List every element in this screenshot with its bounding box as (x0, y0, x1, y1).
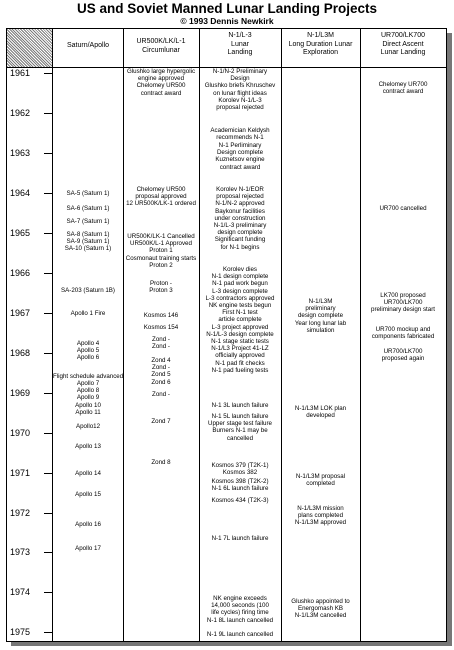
event-line: Design (230, 75, 250, 83)
page-title: US and Soviet Manned Lunar Landing Projects (76, 1, 378, 16)
event-line: N-1 8L launch cancelled (206, 616, 274, 624)
event-line: Zond 4 (151, 357, 171, 364)
header-line: Lunar Landing (380, 49, 426, 56)
year-label: 1969 (10, 388, 31, 398)
event-entry (281, 598, 360, 620)
event-line: article complete (218, 316, 262, 324)
year-tick (44, 273, 52, 274)
event-entry (199, 186, 281, 222)
year-tick (44, 552, 52, 553)
event-line: Significant funding (214, 236, 266, 244)
event-line: Flight schedule advanced (53, 373, 124, 380)
event-line: contract award (219, 163, 261, 171)
header-line: Landing (227, 49, 253, 56)
header-line: N-1/L3M (307, 32, 334, 39)
event-line: Chelomey UR500 (136, 82, 186, 90)
event-entry (360, 81, 446, 95)
event-line: Zond 7 (151, 418, 171, 425)
event-line: Zond - (152, 343, 170, 351)
event-line: Apollo 13 (75, 443, 101, 450)
event-line: Burners N-1 may be (212, 427, 268, 435)
event-line: proposal rejected (216, 104, 264, 112)
copyright-notice: © 1993 Dennis Newkirk (180, 16, 274, 26)
event-line: Apollo12 (75, 423, 101, 430)
year-label: 1965 (10, 228, 31, 238)
event-line: Chelomey UR700 (378, 81, 428, 88)
corner-hatch-pattern (7, 29, 52, 67)
event-line: L-3 contractors approved (205, 294, 275, 302)
event-entry (360, 292, 446, 314)
event-line: N-1 9L launch cancelled (206, 631, 274, 638)
event-line: Kosmos 146 (143, 312, 179, 319)
event-entry (199, 535, 281, 542)
event-entry (53, 380, 123, 416)
event-line: Zond 5 (151, 371, 171, 379)
event-line: N-1/L-3 design complete (206, 330, 274, 338)
event-line: Kosmos 398 (T2K-2) (211, 478, 269, 485)
year-label: 1963 (10, 148, 31, 158)
event-entry (199, 68, 281, 111)
event-line: N-1 pad fueling tests (211, 366, 269, 374)
event-line: components fabricated (371, 333, 435, 341)
event-line: N-1 pad work begun (212, 280, 268, 288)
event-line: N-1/N-2 approved (215, 200, 265, 208)
event-line: Apollo 5 (76, 347, 100, 355)
event-line: Proton 3 (149, 287, 173, 295)
event-line: N-1/N-2 Preliminary (212, 68, 268, 75)
event-entry (281, 505, 360, 527)
event-line: Zond 8 (151, 459, 171, 466)
event-line: Apollo 9 (76, 394, 100, 402)
event-line: SA-7 (Saturn 1) (66, 218, 110, 225)
event-line: Kosmos 382 (222, 469, 258, 477)
year-tick (44, 233, 52, 234)
event-line: Baykonur facilities (215, 207, 265, 215)
event-line: Cosmonaut training starts (125, 254, 197, 262)
event-line: N-1/L3M cancelled (294, 612, 347, 620)
header-n1-l3m (281, 32, 360, 58)
event-entry (281, 298, 360, 334)
event-line: UR700/LK700 (383, 299, 423, 307)
event-line: SA-9 (Saturn 1) (66, 238, 110, 246)
event-line: NK engine exceeds (213, 595, 267, 602)
event-line: Apollo 6 (76, 354, 100, 362)
year-label: 1970 (10, 428, 31, 438)
event-line: preliminary design start (371, 306, 435, 314)
event-line: 14,000 seconds (100 (211, 602, 269, 610)
event-line: SA-203 (Saturn 1B) (61, 287, 115, 294)
event-line: Kosmos 154 (143, 324, 179, 331)
event-entry (53, 205, 123, 212)
event-line: N-1 3L launch failure (211, 402, 269, 409)
event-line: Academician Keldysh (210, 127, 270, 134)
year-label: 1968 (10, 348, 31, 358)
event-line: Chelomey UR500 (136, 186, 186, 193)
event-line: proposed again (381, 355, 425, 363)
event-line: life cycles) firing time (211, 609, 269, 617)
event-line: N-1/L3M (308, 298, 333, 305)
event-entry (123, 418, 199, 425)
event-line: Apollo 8 (76, 387, 100, 395)
event-entry (123, 280, 199, 294)
header-saturn-apollo (53, 42, 123, 51)
event-line: Apollo 17 (75, 545, 101, 552)
year-tick (44, 193, 52, 194)
year-tick (44, 393, 52, 394)
year-label: 1964 (10, 188, 31, 198)
event-entry (53, 340, 123, 362)
event-line: Kosmos 379 (T2K-1) (211, 462, 269, 469)
event-entry (281, 405, 360, 419)
event-entry (53, 491, 123, 498)
event-entry (53, 545, 123, 552)
event-line: cancelled (226, 434, 254, 442)
year-tick (44, 592, 52, 593)
event-line: UR700/LK700 (383, 348, 423, 355)
event-line: for N-1 begins (220, 243, 260, 251)
year-tick (44, 473, 52, 474)
event-entry (53, 423, 123, 430)
event-entry (199, 497, 281, 504)
event-line: design complete (297, 312, 344, 320)
event-line: UR700 cancelled (379, 205, 427, 212)
year-label: 1971 (10, 468, 31, 478)
event-entry (199, 478, 281, 492)
event-line: N-1 pad fit checks (215, 359, 265, 367)
event-line: preliminary (305, 305, 336, 313)
event-line: completed (306, 480, 335, 488)
year-tick (44, 433, 52, 434)
event-line: Korolev dies (222, 266, 258, 273)
event-entry (360, 348, 446, 362)
event-entry (53, 218, 123, 225)
header-line: Lunar (231, 40, 249, 48)
year-tick (44, 73, 52, 74)
event-line: Proton 1 (149, 247, 173, 255)
event-line: SA-6 (Saturn 1) (66, 205, 110, 212)
event-line: N-1 7L launch failure (211, 535, 269, 542)
event-line: Apollo 10 (75, 401, 101, 409)
event-entry (53, 190, 123, 197)
event-entry (360, 326, 446, 340)
event-line: N-1 5L launch failure (211, 413, 269, 420)
event-line: LK700 proposed (380, 292, 426, 299)
year-tick (44, 513, 52, 514)
event-line: Proton 2 (149, 261, 173, 269)
header-line: N-1/L-3 (228, 32, 252, 39)
event-entry (53, 231, 123, 253)
event-line: Apollo 11 (75, 408, 101, 416)
year-tick (44, 113, 52, 114)
event-entry (199, 127, 281, 141)
event-entry (199, 222, 281, 251)
event-entry (199, 631, 281, 638)
event-line: on lunar flight ideas (213, 89, 267, 97)
frame-shadow-right (447, 33, 452, 642)
event-entry (123, 324, 199, 331)
event-line: under construction (214, 214, 266, 222)
event-line: N-1/L3M mission (297, 505, 344, 512)
year-label: 1975 (10, 627, 31, 637)
year-tick (44, 632, 52, 633)
event-line: Zond - (152, 336, 170, 343)
event-entry (53, 287, 123, 294)
event-line: Zond 6 (151, 378, 171, 386)
event-line: Apollo 14 (75, 470, 101, 477)
event-line: Energomash KB (297, 605, 344, 613)
year-label: 1962 (10, 108, 31, 118)
header-n1-l3 (199, 32, 281, 58)
header-ur500k-lk-l1 (123, 38, 199, 55)
year-label: 1966 (10, 268, 31, 278)
event-entry (123, 68, 199, 97)
event-line: plans completed (297, 512, 344, 520)
event-line: N-1/L3M proposal (295, 473, 346, 480)
event-line: Design complete (216, 149, 264, 157)
event-line: L-3 design complete (212, 287, 268, 295)
year-label: 1972 (10, 508, 31, 518)
event-line: UR500K/LK-1 Cancelled (127, 233, 195, 240)
event-entry (281, 473, 360, 487)
event-entry (123, 459, 199, 466)
year-tick (44, 313, 52, 314)
event-line: L-3 project approved (211, 323, 269, 331)
event-line: contract award (140, 89, 182, 97)
event-line: Apollo 4 (76, 340, 100, 347)
event-line: N-1 design complete (211, 273, 269, 281)
event-entry (123, 391, 199, 398)
event-line: Korolev N-1/L-3 (218, 96, 262, 104)
event-line: N-1 Perliminary (218, 142, 262, 149)
event-line: N-1/L3 Project 41-LZ (211, 345, 269, 353)
event-line: Proton - (149, 280, 172, 287)
event-entry (123, 233, 199, 269)
event-line: Korolev N-1/EOR (216, 186, 264, 193)
event-line: developed (306, 412, 335, 420)
event-line: officially approved (215, 352, 265, 360)
event-line: SA-8 (Saturn 1) (66, 231, 110, 238)
event-line: NK engine tests begun (208, 302, 272, 310)
event-line: Upper stage test failure (208, 420, 272, 428)
event-line: Glushko briefs Khruschev (204, 82, 276, 90)
event-entry (53, 470, 123, 477)
event-line: recommends N-1 (216, 134, 264, 142)
year-tick (44, 153, 52, 154)
event-line: Glushko large hypergolic (126, 68, 196, 75)
event-entry (53, 521, 123, 528)
header-ur700-lk700 (360, 32, 446, 58)
event-line: Kosmos 434 (T2K-3) (211, 497, 269, 504)
event-line: Apollo 7 (76, 380, 100, 387)
event-line: engine approved (137, 75, 185, 83)
event-line: Glushko appointed to (291, 598, 350, 605)
event-line: First N-1 test (222, 309, 258, 317)
event-line: simulation (306, 326, 335, 334)
year-label: 1961 (10, 68, 31, 78)
year-label: 1973 (10, 547, 31, 557)
event-entry (199, 595, 281, 624)
year-tick (44, 353, 52, 354)
event-entry (53, 310, 123, 317)
event-line: SA-5 (Saturn 1) (66, 190, 110, 197)
event-line: N-1 6L launch failure (211, 485, 269, 493)
event-line: proposal approved (135, 193, 187, 201)
event-line: contract award (382, 88, 424, 96)
event-line: 12 UR500K/LK-1 ordered (126, 200, 196, 208)
column-divider (123, 28, 124, 641)
header-line: Saturn/Apollo (66, 42, 110, 49)
event-line: Zond - (152, 391, 170, 398)
event-line: design complete (217, 229, 263, 237)
event-line: N-1/L-3 preliminary (213, 222, 267, 229)
event-entry (123, 357, 199, 386)
event-entry (123, 186, 199, 208)
event-entry (199, 462, 281, 476)
event-entry (199, 402, 281, 409)
event-line: N-1/L3M approved (294, 519, 347, 527)
event-entry (199, 413, 281, 442)
event-line: N-1/L3M LOK plan (294, 405, 347, 412)
event-entry (360, 205, 446, 212)
event-line: Apollo 15 (75, 491, 101, 498)
year-label: 1967 (10, 308, 31, 318)
event-line: SA-10 (Saturn 1) (64, 245, 112, 253)
event-line: proposal rejected (216, 193, 264, 201)
event-entry (199, 266, 281, 374)
header-line: Exploration (302, 49, 339, 56)
header-line: Circumlunar (142, 46, 180, 54)
header-line: UR500K/LK/L-1 (136, 38, 186, 45)
event-line: N-1 stage static tests (211, 338, 269, 346)
year-label: 1974 (10, 587, 31, 597)
header-line: Long Duration Lunar (288, 40, 353, 48)
event-line: Year long lunar lab (294, 319, 347, 327)
event-line: UR500K/L-1 Approved (130, 240, 192, 248)
event-line: UR700 mockup and (375, 326, 431, 333)
header-line: Direct Ascent (382, 40, 424, 48)
event-entry (53, 443, 123, 450)
event-line: Apollo 1 Fire (70, 310, 106, 317)
event-entry (199, 142, 281, 171)
event-line: Apollo 16 (75, 521, 101, 528)
header-line: UR700/LK700 (381, 32, 425, 39)
event-line: Zond - (152, 364, 170, 372)
event-line: Kuznetsov engine (215, 156, 265, 164)
event-entry (123, 336, 199, 350)
event-entry (123, 312, 199, 319)
column-divider (281, 28, 282, 641)
